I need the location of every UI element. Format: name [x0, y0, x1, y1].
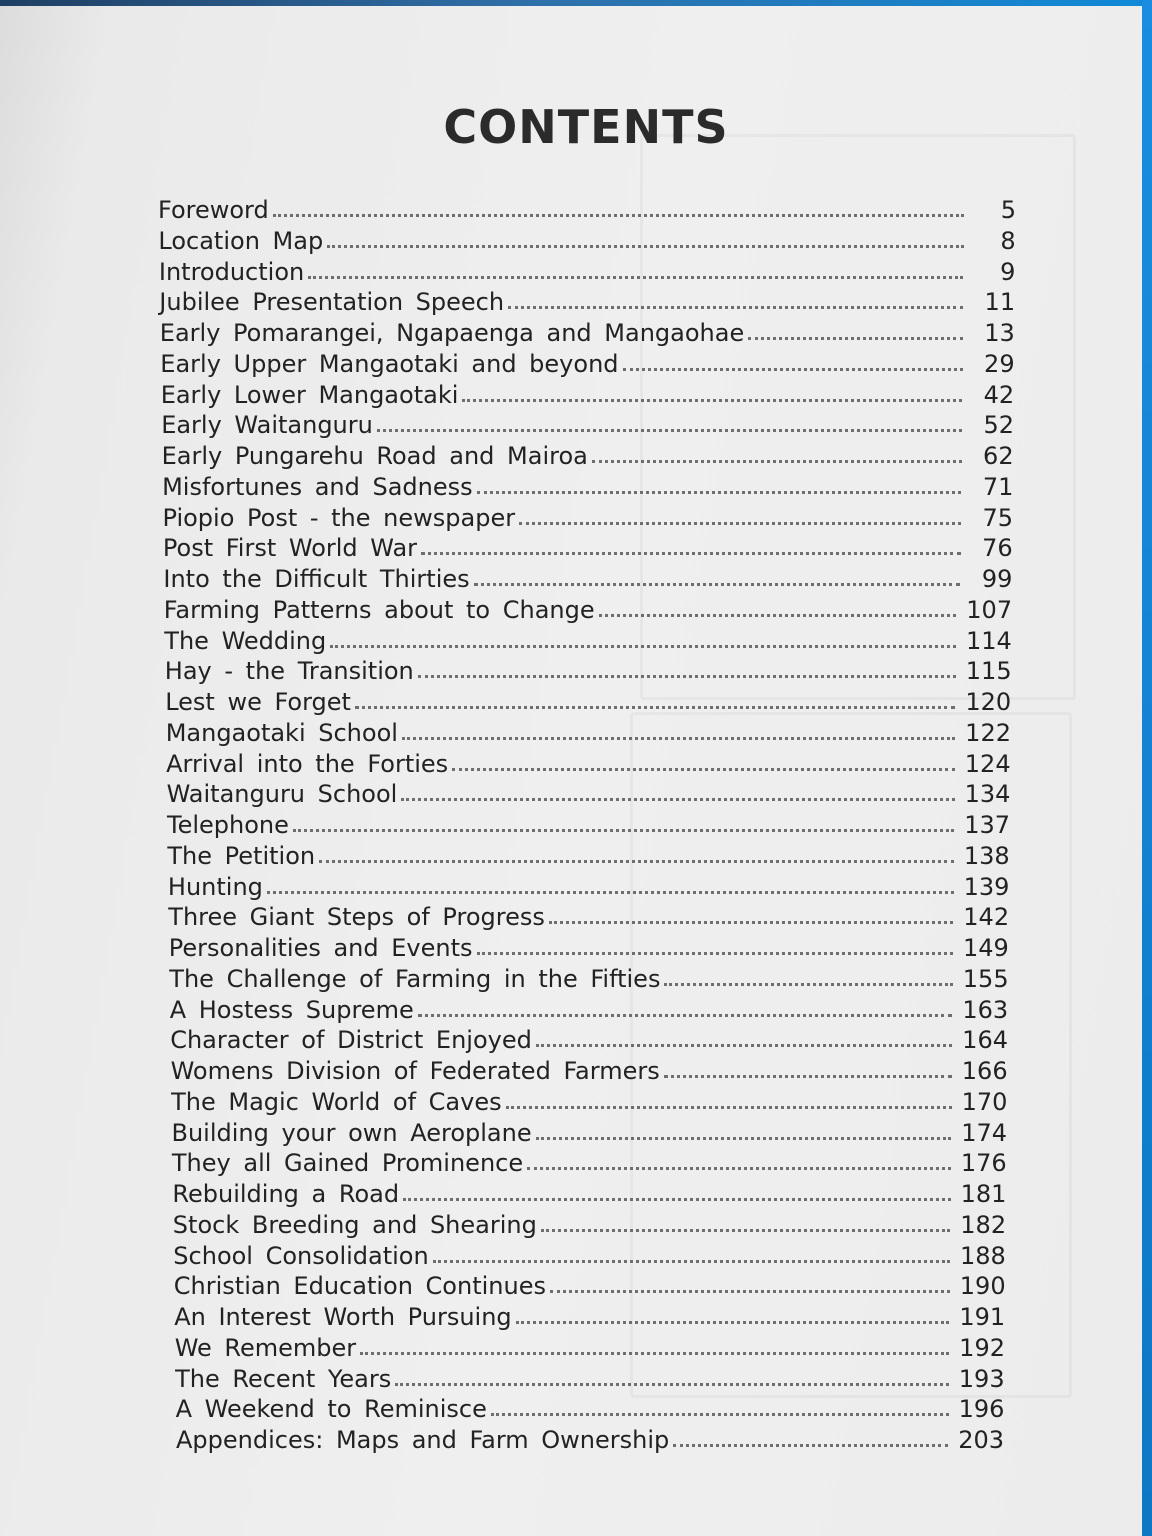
toc-entry — [164, 594, 1012, 624]
toc-entry — [175, 1332, 1005, 1362]
toc-entry-title: An Interest Worth Pursuing — [174, 1303, 512, 1331]
dot-leader — [664, 983, 952, 986]
toc-entry-page: 71 — [982, 472, 1014, 501]
toc-entry-title: Location Map — [158, 226, 324, 255]
toc-entry-page: 163 — [962, 995, 1009, 1024]
toc-entry-title: Lest we Forget — [165, 688, 351, 716]
toc-entry-title: Piopio Post - the newspaper — [162, 503, 516, 532]
toc-entry — [169, 932, 1009, 962]
dot-leader — [395, 1383, 949, 1386]
toc-entry — [176, 1424, 1004, 1454]
cover-edge-right — [1142, 0, 1152, 1536]
toc-entry-page: 170 — [961, 1087, 1008, 1116]
toc-entry-page: 120 — [965, 688, 1012, 716]
toc-entry-title: Foreword — [158, 196, 269, 224]
toc-entry-page: 5 — [1000, 196, 1016, 224]
toc-entry-title: They all Gained Prominence — [171, 1149, 524, 1178]
toc-entry-title: Into the Difficult Thirties — [163, 565, 470, 593]
toc-entry — [166, 717, 1011, 747]
toc-entry-title: Hay - the Transition — [164, 657, 414, 686]
toc-entry-page: 42 — [983, 380, 1015, 409]
toc-entry-title: Jubilee Presentation Speech — [159, 288, 505, 317]
toc-entry-page: 192 — [959, 1333, 1005, 1362]
toc-entry-page: 138 — [963, 841, 1010, 870]
toc-entry — [176, 1393, 1005, 1423]
dot-leader — [377, 429, 962, 432]
toc-entry — [160, 348, 1014, 378]
dot-leader — [418, 1014, 953, 1017]
dot-leader — [748, 337, 963, 340]
toc-entry — [158, 194, 1016, 224]
toc-entry — [158, 225, 1015, 255]
toc-entry-page: 9 — [1000, 257, 1016, 286]
dot-leader — [355, 706, 955, 709]
toc-entry-title: The Magic World of Caves — [171, 1087, 502, 1116]
toc-entry — [168, 871, 1010, 901]
toc-entry-title: Misfortunes and Sadness — [162, 472, 473, 501]
toc-entry — [171, 1086, 1007, 1116]
toc-entry-title: The Challenge of Farming in the Fifties — [169, 964, 661, 993]
toc-entry — [172, 1147, 1007, 1177]
dot-leader — [267, 891, 954, 894]
dot-leader — [319, 860, 954, 863]
toc-entry-title: Early Pungarehu Road and Mairoa — [161, 442, 588, 470]
toc-entry-page: 176 — [960, 1149, 1007, 1178]
dot-leader — [401, 798, 954, 801]
toc-entry-page: 155 — [962, 964, 1009, 993]
toc-entry — [162, 471, 1013, 501]
toc-entry-title: Womens Division of Federated Farmers — [170, 1057, 660, 1085]
toc-entry — [163, 563, 1012, 593]
toc-entry — [163, 532, 1013, 562]
dot-leader — [402, 737, 955, 740]
toc-entry — [162, 440, 1014, 470]
dot-leader — [673, 1444, 948, 1447]
toc-entry-page: 190 — [959, 1272, 1006, 1301]
toc-entry-page: 166 — [961, 1057, 1008, 1085]
toc-entry-page: 203 — [958, 1426, 1004, 1454]
toc-entry-title: The Recent Years — [175, 1364, 392, 1393]
toc-entry-title: Early Upper Mangaotaki and beyond — [160, 349, 619, 378]
dot-leader — [474, 583, 961, 586]
dot-leader — [452, 768, 955, 771]
toc-entry-title: Early Pomarangei, Ngapaenga and Mangaohae — [159, 319, 745, 347]
toc-entry-title: A Weekend to Reminisce — [175, 1395, 487, 1424]
toc-entry-page: 164 — [962, 1026, 1008, 1055]
dot-leader — [508, 306, 963, 309]
dot-leader — [527, 1167, 951, 1170]
dot-leader — [541, 1229, 950, 1232]
dot-leader — [433, 1260, 950, 1263]
dot-leader — [293, 829, 954, 832]
toc-entry-title: Building your own Aeroplane — [171, 1118, 532, 1147]
toc-entry-page: 193 — [958, 1364, 1005, 1393]
book-page — [0, 6, 1142, 1536]
dot-leader — [549, 921, 953, 924]
toc-entry — [169, 963, 1008, 993]
toc-entry — [164, 625, 1012, 655]
toc-entry-title: Early Waitanguru — [161, 411, 373, 440]
dot-leader — [623, 368, 963, 371]
toc-entry — [159, 286, 1015, 316]
toc-entry-title: Stock Breeding and Shearing — [172, 1210, 537, 1239]
toc-entry — [167, 778, 1011, 808]
toc-entry-page: 13 — [984, 319, 1015, 347]
toc-entry-page: 181 — [960, 1180, 1007, 1208]
toc-entry-page: 52 — [983, 411, 1014, 440]
toc-entry — [165, 686, 1011, 716]
dot-leader — [477, 952, 953, 955]
toc-entry-title: Personalities and Events — [168, 934, 473, 962]
toc-entry-title: Waitanguru School — [166, 780, 398, 809]
toc-entry-title: Telephone — [167, 811, 289, 839]
toc-entry — [163, 502, 1014, 532]
dot-leader — [360, 1352, 949, 1355]
dot-leader — [330, 645, 956, 648]
toc-entry-title: Early Lower Mangaotaki — [160, 380, 459, 409]
toc-entry — [170, 1024, 1008, 1054]
page-title: CONTENTS — [443, 100, 729, 154]
dot-leader — [491, 1413, 949, 1416]
toc-entry-title: We Remember — [174, 1333, 357, 1362]
toc-entry-page: 11 — [984, 288, 1016, 317]
toc-entry-page: 174 — [961, 1118, 1007, 1147]
toc-entry-title: Arrival into the Forties — [166, 749, 449, 778]
toc-entry-page: 76 — [982, 534, 1013, 563]
toc-entry-page: 99 — [981, 565, 1013, 593]
dot-leader — [664, 1075, 952, 1078]
dot-leader — [421, 552, 961, 555]
toc-entry — [168, 901, 1009, 931]
toc-entry-page: 124 — [964, 749, 1011, 778]
toc-entry — [161, 379, 1015, 409]
toc-entry — [167, 840, 1009, 870]
toc-entry-title: Farming Patterns about to Change — [163, 595, 595, 624]
toc-entry-page: 191 — [959, 1303, 1006, 1331]
toc-entry-page: 137 — [964, 811, 1010, 839]
dot-leader — [519, 522, 961, 525]
dot-leader — [418, 675, 956, 678]
toc-entry — [173, 1240, 1006, 1270]
toc-entry-page: 122 — [965, 718, 1011, 747]
toc-entry-page: 149 — [962, 934, 1009, 962]
toc-entry-page: 142 — [963, 903, 1010, 932]
toc-entry-page: 182 — [960, 1210, 1007, 1239]
toc-entry — [159, 256, 1016, 286]
toc-entry-title: A Hostess Supreme — [169, 995, 414, 1024]
dot-leader — [516, 1321, 950, 1324]
toc-entry-title: Hunting — [167, 872, 263, 901]
toc-entry-title: The Petition — [167, 841, 316, 870]
toc-entry — [172, 1117, 1008, 1147]
toc-entry — [172, 1178, 1006, 1208]
toc-entry-title: Character of District Enjoyed — [170, 1026, 532, 1055]
toc-entry — [167, 809, 1010, 839]
toc-entry — [173, 1209, 1006, 1239]
toc-entry-title: Three Giant Steps of Progress — [168, 903, 545, 932]
toc-entry-title: Appendices: Maps and Farm Ownership — [176, 1426, 670, 1454]
toc-entry — [166, 748, 1011, 778]
table-of-contents — [0, 6, 1142, 1536]
toc-entry-title: Christian Education Continues — [173, 1272, 546, 1301]
toc-entry — [161, 409, 1014, 439]
toc-entry-page: 139 — [963, 872, 1010, 901]
toc-entry-page: 8 — [1000, 226, 1016, 255]
dot-leader — [327, 245, 964, 248]
dot-leader — [477, 491, 962, 494]
dot-leader — [550, 1290, 950, 1293]
toc-entry-page: 134 — [964, 780, 1011, 809]
toc-entry-page: 115 — [965, 657, 1012, 686]
toc-entry — [174, 1270, 1006, 1300]
toc-entry-page: 75 — [982, 503, 1013, 532]
toc-entry — [165, 655, 1012, 685]
dot-leader — [403, 1198, 951, 1201]
dot-leader — [462, 399, 962, 402]
toc-entry-title: Rebuilding a Road — [172, 1180, 400, 1208]
dot-leader — [599, 614, 957, 617]
dot-leader — [592, 460, 962, 463]
dot-leader — [536, 1044, 952, 1047]
toc-entry-page: 196 — [958, 1395, 1005, 1424]
toc-entry-page: 29 — [984, 349, 1015, 378]
toc-entry-title: The Wedding — [164, 626, 327, 655]
dot-leader — [308, 276, 963, 279]
toc-entry — [171, 1055, 1008, 1085]
toc-entry — [175, 1363, 1005, 1393]
toc-entry-page: 114 — [965, 626, 1012, 655]
toc-entry — [174, 1301, 1005, 1331]
toc-entry-title: Introduction — [158, 257, 305, 286]
toc-entry-page: 188 — [959, 1241, 1006, 1270]
toc-entry — [170, 994, 1009, 1024]
dot-leader — [273, 214, 964, 217]
toc-entry-title: Post First World War — [162, 534, 418, 563]
dot-leader — [536, 1137, 952, 1140]
toc-entry-title: Mangaotaki School — [165, 718, 398, 747]
toc-entry-page: 107 — [966, 595, 1013, 624]
toc-entry — [160, 317, 1015, 347]
toc-entry-page: 62 — [983, 442, 1014, 470]
dot-leader — [506, 1106, 952, 1109]
toc-entry-title: School Consolidation — [173, 1241, 429, 1270]
